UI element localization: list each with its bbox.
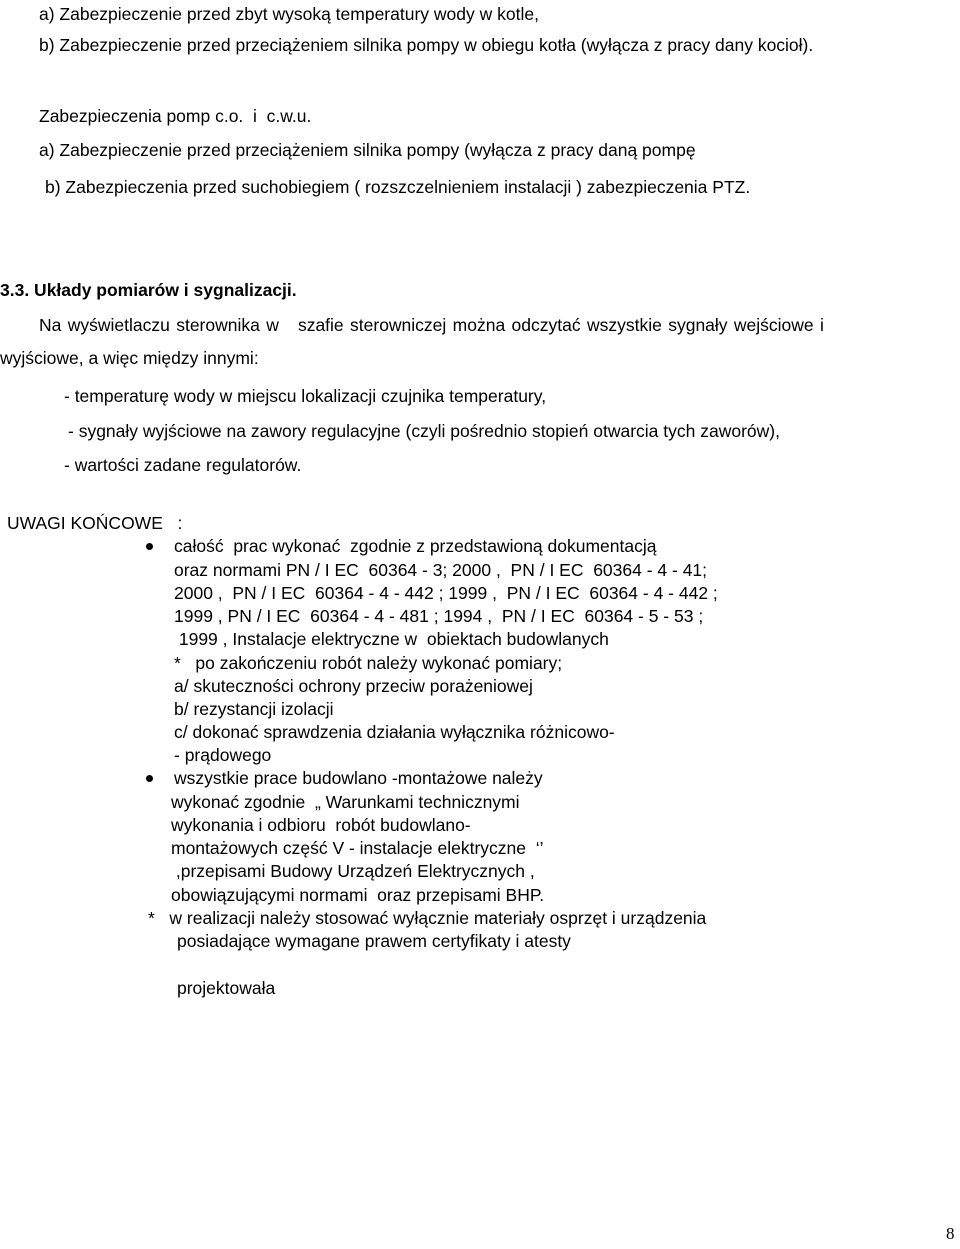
remarks-line: c/ dokonać sprawdzenia działania wyłącznika różnicowo- <box>174 722 615 742</box>
remarks-line: ,przepisami Budowy Urządzeń Elektrycznych , <box>171 861 535 881</box>
remarks-line: obowiązującymi normami oraz przepisami BHP. <box>171 885 545 905</box>
bullet-icon <box>146 775 153 782</box>
remarks-line: * po zakończeniu robót należy wykonać pomiary; <box>174 653 563 673</box>
remarks-line: a/ skuteczności ochrony przeciw porażeniowej <box>174 676 533 696</box>
pumps-item-a: a) Zabezpieczenie przed przeciążeniem silnika pompy (wyłącza z pracy daną pompę <box>39 140 696 160</box>
remarks-line: 2000 , PN / I EC 60364 - 4 - 442 ; 1999 , PN / I EC 60364 - 4 - 442 ; <box>174 583 718 603</box>
section-paragraph-line-1: Na wyświetlaczu sterownika w szafie sterowniczej można odczytać wszystkie sygnały wejściowe i <box>39 315 824 335</box>
remarks-line: oraz normami PN / I EC 60364 - 3; 2000 , PN / I EC 60364 - 4 - 41; <box>174 560 708 580</box>
remarks-line: wszystkie prace budowlano -montażowe należy <box>174 768 543 788</box>
section-list-item: - temperaturę wody w miejscu lokalizacji czujnika temperatury, <box>64 386 547 406</box>
remarks-line: wykonać zgodnie „ Warunkami technicznymi <box>171 792 520 812</box>
pumps-item-b: b) Zabezpieczenia przed suchobiegiem ( rozszczelnieniem instalacji ) zabezpieczenia PTZ. <box>45 177 751 197</box>
top-item-b: b) Zabezpieczenie przed przeciążeniem silnika pompy w obiegu kotła (wyłącza z pracy dany kocioł). <box>39 35 814 55</box>
section-heading: 3.3. Układy pomiarów i sygnalizacji. <box>0 280 297 300</box>
bullet-icon <box>146 543 153 550</box>
section-paragraph-line-2: wyjściowe, a więc między innymi: <box>0 348 259 368</box>
remarks-star-line: * w realizacji należy stosować wyłącznie materiały osprzęt i urządzenia <box>148 908 707 928</box>
top-item-a: a) Zabezpieczenie przed zbyt wysoką temperatury wody w kotle, <box>39 4 539 24</box>
remarks-line: wykonania i odbioru robót budowlano- <box>171 815 471 835</box>
remarks-line: - prądowego <box>174 745 272 765</box>
pumps-heading: Zabezpieczenia pomp c.o. i c.w.u. <box>39 106 312 126</box>
remarks-heading: UWAGI KOŃCOWE : <box>7 513 183 533</box>
remarks-line: montażowych część V - instalacje elektryczne ‘’ <box>171 838 544 858</box>
signature-label: projektowała <box>177 978 276 998</box>
remarks-line: 1999 , Instalacje elektryczne w obiektach budowlanych <box>174 629 609 649</box>
section-list-item: - sygnały wyjściowe na zawory regulacyjne (czyli pośrednio stopień otwarcia tych zaworów), <box>68 421 780 441</box>
page-number: 8 <box>946 1224 955 1243</box>
remarks-line: 1999 , PN / I EC 60364 - 4 - 481 ; 1994 , PN / I EC 60364 - 5 - 53 ; <box>174 606 704 626</box>
remarks-star-line-continued: posiadające wymagane prawem certyfikaty i atesty <box>177 931 571 951</box>
remarks-line: całość prac wykonać zgodnie z przedstawioną dokumentacją <box>174 536 657 556</box>
remarks-line: b/ rezystancji izolacji <box>174 699 334 719</box>
section-list-item: - wartości zadane regulatorów. <box>64 455 302 475</box>
